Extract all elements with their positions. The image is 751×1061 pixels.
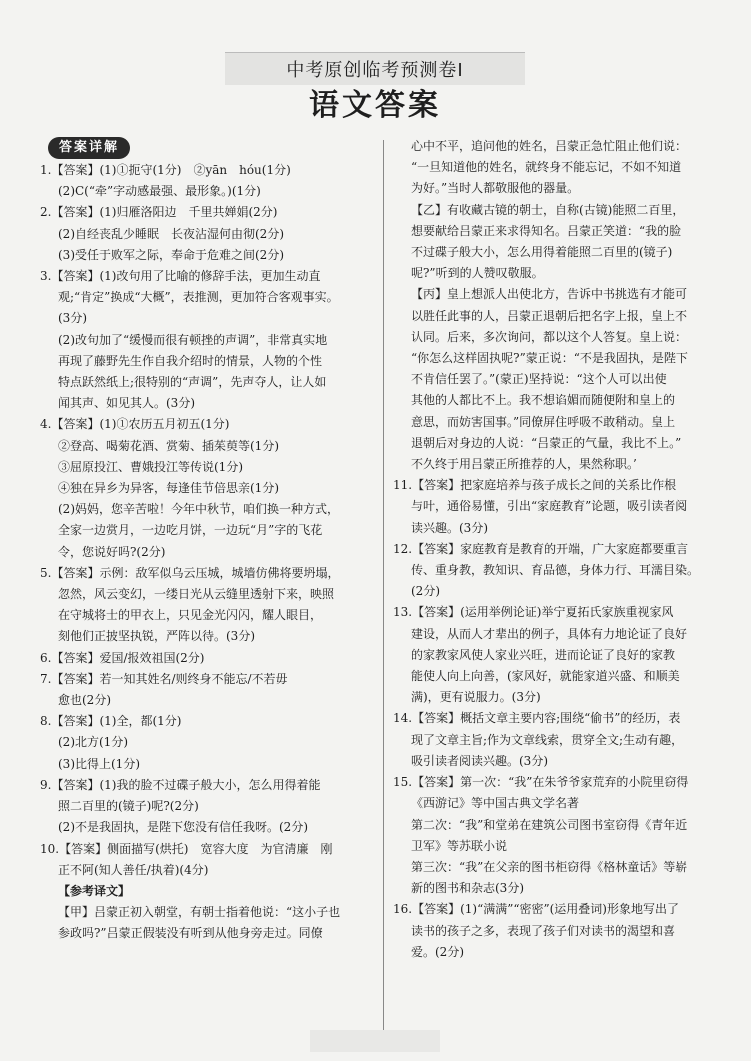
answer-line: 全家一边赏月，一边吃月饼，一边玩“月”字的飞花 (58, 523, 323, 538)
answer-line: 10.【答案】侧面描写(烘托) 宽容大度 为官清廉 刚 (40, 841, 333, 856)
answer-line: 5.【答案】示例：敌军似乌云压城，城墙仿佛将要坍塌， (40, 565, 340, 580)
answer-line: 第三次：“我”在父亲的图书柜窃得《格林童话》等崭 (411, 859, 688, 874)
answer-line: “你怎么这样固执呢?”蒙正说：“不是我固执，是陛下 (411, 351, 688, 366)
answer-line: 【参考译文】 (58, 883, 131, 898)
answer-line: 16.【答案】(1)“满满”“密密”(运用叠词)形象地写出了 (393, 902, 679, 917)
answer-line: 3.【答案】(1)改句用了比喻的修辞手法，更加生动直 (40, 269, 321, 284)
answer-line: 现了文章主旨;作为文章线索，贯穿全文;生动有趣， (411, 732, 684, 747)
answer-line: 建设，从而人才辈出的例子，具体有力地论证了良好 (411, 626, 688, 641)
answer-line: (2)自经丧乱少睡眠 长夜沾湿何由彻(2分) (58, 226, 284, 241)
footer-mark (310, 1030, 440, 1052)
answer-line: 能使人向上向善，(家风好，就能家道兴盛、和顺美 (411, 669, 680, 684)
answer-line: (2)妈妈，您辛苦啦！今年中秋节，咱们换一种方式， (58, 502, 340, 517)
answer-line: 以胜任此事的人，吕蒙正退朝后把名字上报，皇上不 (411, 308, 688, 323)
answer-line: 读兴趣。(3分) (411, 520, 488, 535)
answer-line: 7.【答案】若一知其姓名/则终身不能忘/不若毋 (40, 671, 288, 686)
answer-line: 2.【答案】(1)归雁洛阳边 千里共婵娟(2分) (40, 205, 278, 220)
answer-line: 认同。后来，多次询问，都以这个人答复。皇上说： (411, 329, 688, 344)
answer-line: (3)比得上(1分) (58, 756, 140, 771)
answer-line: 在守城将士的甲衣上，只见金光闪闪，耀人眼目， (58, 608, 323, 623)
exam-subtitle: 中考原创临考预测卷Ⅰ (286, 60, 464, 81)
answer-line: 满)，更有说服力。(3分) (411, 690, 541, 705)
answer-line: 与叶，通俗易懂，引出“家庭教育”论题，吸引读者阅 (411, 499, 688, 514)
right-column (393, 136, 718, 963)
answer-line: 刻他们正披坚执锐，严阵以待。(3分) (58, 629, 255, 644)
answer-line: 12.【答案】家庭教育是教育的开端，广大家庭都要重言 (393, 541, 689, 556)
answer-line: 【乙】有收藏古镜的朝士，自称(古镜)能照二百里， (411, 202, 685, 217)
answer-line: 9.【答案】(1)我的脸不过碟子般大小，怎么用得着能 (40, 777, 321, 792)
answer-line: 卫军》等苏联小说 (411, 838, 508, 853)
answer-line: 读书的孩子之多，表现了孩子们对读书的渴望和喜 (411, 923, 676, 938)
answer-line: (3)受任于败军之际，奉命于危难之间(2分) (58, 247, 284, 262)
answer-line: (2)改句加了“缓慢而很有顿挫的声调”，非常真实地 (58, 332, 328, 347)
answer-line: 愈也(2分) (58, 693, 111, 708)
answer-line: (2)北方(1分) (58, 735, 128, 750)
answer-line: 不肯信任罢了。”(蒙正)坚持说：“这个人可以出使 (411, 372, 667, 387)
answer-line: 1.【答案】(1)①扼守(1分) ②yān hóu(1分) (40, 163, 291, 177)
answer-line: 传、重身教，教知识、育品德，身体力行、耳濡目染。 (411, 563, 700, 578)
left-column (40, 160, 370, 945)
page-title: 语文答案 (309, 88, 441, 123)
answer-line: 令，您说好吗?(2分) (58, 544, 166, 559)
answer-line: 退朝后对身边的人说：“吕蒙正的气量，我比不上。” (411, 435, 682, 450)
answer-line: (2)C(“牵”字动感最强、最形象。)(1分) (58, 184, 261, 199)
answer-line: 爱。(2分) (411, 944, 464, 959)
answer-line: 想要献给吕蒙正来求得知名。吕蒙正笑道：“我的脸 (411, 223, 682, 238)
answer-line: 4.【答案】(1)①农历五月初五(1分) (40, 417, 230, 432)
answer-line: 13.【答案】(运用举例论证)举宁夏拓氏家族重视家风 (393, 605, 674, 620)
answer-line: 6.【答案】爱国/报效祖国(2分) (40, 650, 205, 665)
answer-line: 8.【答案】(1)全，都(1分) (40, 714, 182, 729)
answer-line: “一旦知道他的姓名，就终身不能忘记，不如不知道 (411, 160, 682, 175)
answer-line: 新的图书和杂志(3分) (411, 881, 524, 896)
answer-line: 的家教家风使人家业兴旺，进而论证了良好的家教 (411, 647, 676, 662)
answer-line: 【丙】皇上想派人出使北方，告诉中书挑选有才能可 (411, 287, 688, 302)
answer-line: 闻其声、如见其人。(3分) (58, 396, 195, 411)
answer-line: 特点跃然纸上;很特别的“声调”，先声夺人，让人如 (58, 375, 327, 390)
answer-line: 【甲】吕蒙正初入朝堂，有朝士指着他说：“这小子也 (58, 905, 341, 920)
answer-line: ④独在异乡为异客，每逢佳节倍思亲(1分) (58, 481, 279, 496)
answer-line: ③屈原投江、曹娥投江等传说(1分) (58, 459, 243, 474)
answer-line: 正不阿(知人善任/执着)(4分) (58, 862, 209, 877)
answer-line: (3分) (58, 311, 87, 326)
answer-line: 忽然，风云变幻，一缕日光从云缝里透射下来，映照 (58, 587, 335, 602)
answer-line: (2分) (411, 584, 440, 599)
answer-line: 再现了藤野先生作自我介绍时的情景，人物的个性 (58, 353, 323, 368)
column-divider (383, 140, 384, 1030)
answer-line: 15.【答案】第一次：“我”在朱爷爷家荒弃的小院里窃得 (393, 775, 689, 790)
answer-line: 呢?”听到的人赞叹敬服。 (411, 266, 544, 281)
answer-line: (2)不是我固执，是陛下您没有信任我呀。(2分) (58, 820, 308, 835)
answer-line: 为好。”当时人都敬服他的器量。 (411, 181, 580, 196)
answer-line: 吸引读者阅读兴趣。(3分) (411, 753, 548, 768)
answer-line: 观;“肯定”换成“大概”，表推测，更加符合客观事实。 (58, 290, 339, 305)
answer-line: 《西游记》等中国古典文学名著 (411, 796, 580, 811)
answer-line: 心中不平，追问他的姓名，吕蒙正急忙阻止他们说： (411, 139, 688, 153)
answer-line: 其他的人都比不上。我不想谄媚而随便附和皇上的 (411, 393, 676, 408)
answer-line: 不过碟子般大小，怎么用得着能照二百里的(镜子) (411, 245, 673, 260)
answer-line: 意思，而妨害国事。”同僚屏住呼吸不敢稍动。皇上 (411, 414, 676, 429)
answer-line: ②登高、喝菊花酒、赏菊、插茱萸等(1分) (58, 438, 279, 453)
answer-line: 参政吗?”吕蒙正假装没有听到从他身旁走过。同僚 (58, 926, 323, 941)
answer-line: 14.【答案】概括文章主要内容;围绕“偷书”的经历，表 (393, 711, 681, 726)
answer-line: 不久终于用吕蒙正所推荐的人，果然称职。’ (411, 457, 637, 472)
answer-line: 第二次：“我”和堂弟在建筑公司图书室窃得《青年近 (411, 817, 688, 832)
answer-line: 照二百里的(镜子)呢?(2分) (58, 799, 199, 814)
answer-detail-badge: 答案详解 (48, 137, 130, 159)
answer-line: 11.【答案】把家庭培养与孩子成长之间的关系比作根 (393, 478, 677, 493)
